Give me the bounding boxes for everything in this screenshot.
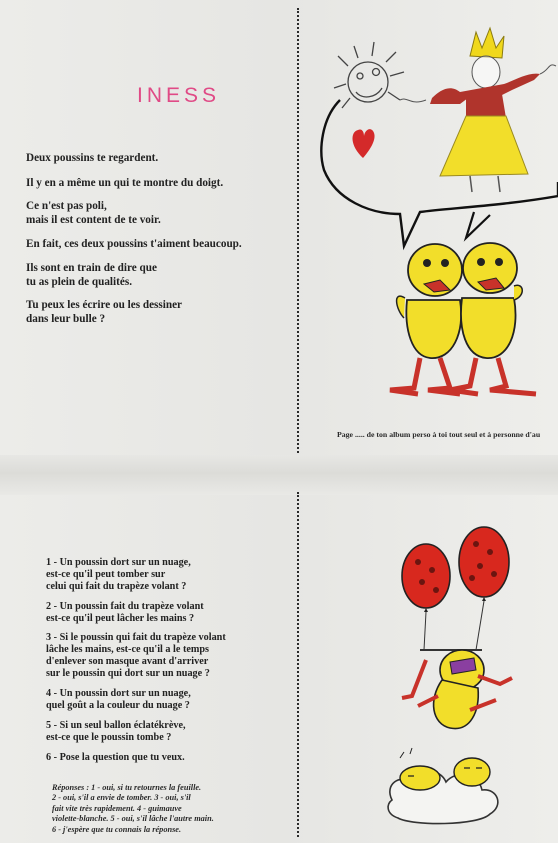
sleeping-chicks-on-cloud xyxy=(388,748,498,824)
intro-paragraph: En fait, ces deux poussins t'aiment beaucoup. xyxy=(26,238,242,250)
left-balloon xyxy=(402,544,450,650)
sun-face-drawing xyxy=(334,42,404,108)
red-heart-drawing xyxy=(353,129,375,158)
cut-line-bottom xyxy=(297,492,299,837)
cut-line-top xyxy=(297,8,299,453)
page-fold xyxy=(0,455,558,495)
question-item: 5 - Si un seul ballon éclatékrève, est-ce que le poussin tombe ? xyxy=(46,720,186,743)
question-item: 4 - Un poussin dort sur un nuage, quel goût a la couleur du nuage ? xyxy=(46,688,191,711)
intro-paragraph: Tu peux les écrire ou les dessiner dans leur bulle ? xyxy=(26,299,183,325)
page-footer: Page ..... de ton album perso à toi tout seul et à personne d'au xyxy=(337,430,541,439)
chick-right xyxy=(450,243,536,394)
question-item: 3 - Si le poussin qui fait du trapèze volant lâche les mains, est-ce qu'il a le temps d'enlever son masque avant d'arriver sur le poussin qui dort sur un nuage ? xyxy=(46,632,226,679)
question-item: 2 - Un poussin fait du trapèze volant est-ce qu'il peut lâcher les mains ? xyxy=(46,601,204,624)
intro-paragraph: Ils sont en train de dire que tu as plein de qualités. xyxy=(26,262,157,288)
answers-block: Réponses : 1 - oui, si tu retournes la feuille. 2 - oui, s'il a envie de tomber. 3 - oui, s'il fait vite très rapidement. 4 - guimauve violette-blanche. 5 - oui, s'il lâche l'autre main. 6 - j'espère que tu connais la réponse. xyxy=(52,783,214,834)
handwritten-name: INESS xyxy=(137,84,221,107)
right-balloon xyxy=(459,527,509,650)
trapeze-chick xyxy=(402,650,512,729)
two-chicks-illustration xyxy=(300,0,558,420)
question-item: 1 - Un poussin dort sur un nuage, est-ce qu'il peut tomber sur celui qui fait du trapèze volant ? xyxy=(46,557,191,592)
princess-drawing xyxy=(400,28,556,192)
intro-paragraph: Il y en a même un qui te montre du doigt. xyxy=(26,177,224,189)
balloon-chick-illustration xyxy=(300,500,558,840)
intro-paragraph: Deux poussins te regardent. xyxy=(26,152,159,164)
chick-left xyxy=(390,244,462,394)
intro-paragraph: Ce n'est pas poli, mais il est content de te voir. xyxy=(26,200,161,226)
question-item: 6 - Pose la question que tu veux. xyxy=(46,752,185,763)
